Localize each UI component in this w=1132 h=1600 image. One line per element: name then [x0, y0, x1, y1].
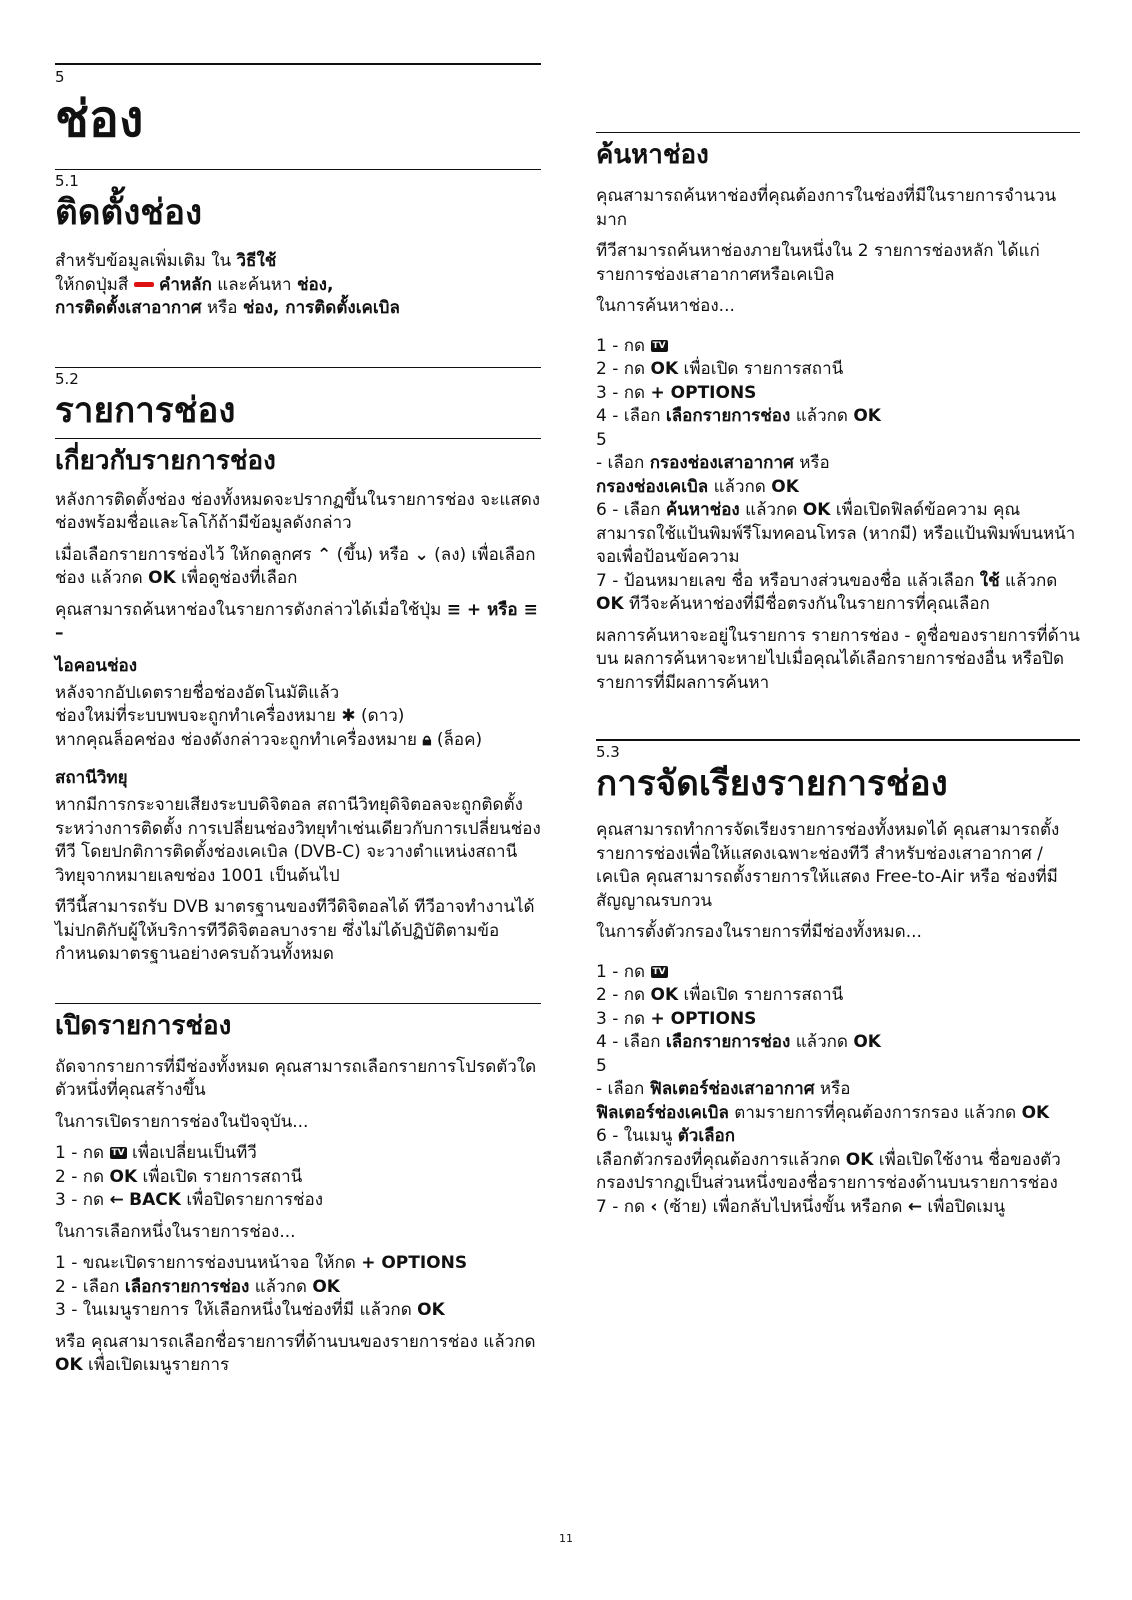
paragraph: ผลการค้นหาจะอยู่ในรายการ รายการช่อง - ดูชื่อของรายการที่ด้านบน ผลการค้นหาจะหายไปเมื่อคุณได้เลือกรายการช่องอื่น หรือปิดรายการที่มีผลการค้นหา: [596, 625, 1080, 693]
section-title: รายการช่อง: [55, 390, 236, 431]
back-arrow-icon: ←: [109, 1190, 124, 1210]
heading-channel-icons: ไอคอนช่อง: [55, 655, 138, 676]
lock-icon: 🔒︎: [422, 729, 432, 750]
chapter-rule: [55, 63, 541, 65]
paragraph: คุณสามารถค้นหาช่องที่คุณต้องการในช่องที่มีในรายการจำนวนมาก: [596, 186, 1057, 230]
paragraph: ทีวีสามารถค้นหาช่องภายในหนึ่งใน 2 รายการช่องหลัก ได้แก่ รายการช่องเสาอากาศหรือเคเบิล: [596, 241, 1040, 285]
step: 5: [596, 429, 607, 450]
subsection-rule: [55, 1003, 541, 1004]
subsection-title: เกี่ยวกับรายการช่อง: [55, 445, 276, 476]
install-info: สำหรับข้อมูลเพิ่มเติม ใน วิธีใช้ ให้กดปุ่มสี คำหลัก และค้นหา ช่อง, การติดตั้งเสาอากาศ หรือ ช่อง, การติดตั้งเคเบิล: [55, 251, 400, 318]
section-rule: [55, 367, 541, 368]
step: 1 - ขณะเปิดรายการช่องบนหน้าจอ ให้กด + OPTIONS: [55, 1253, 468, 1273]
paragraph: เมื่อเลือกรายการช่องไว้ ให้กดลูกศร ⌃ (ขึ้น) หรือ ⌄ (ลง) เพื่อเลือกช่อง แล้วกด OK เพื่อดูช่องที่เลือก: [55, 544, 536, 588]
step: 1 - กด TV เพื่อเปลี่ยนเป็นทีวี: [55, 1143, 257, 1163]
section-title: การจัดเรียงรายการช่อง: [596, 764, 948, 804]
step: 3 - ในเมนูรายการ ให้เลือกหนึ่งในช่องที่มี แล้วกด OK: [55, 1300, 445, 1320]
paragraph: หากมีการกระจายเสียงระบบดิจิตอล สถานีวิทยุดิจิตอลจะถูกติดตั้งระหว่างการติดตั้ง การเปลี่ยนช่องวิทยุทำเช่นเดียวกับการเปลี่ยนช่องทีวี โดยปกติการติดตั้งช่องเคเบิล (DVB-C) จะวางตำแหน่งสถานีวิทยุจากหมายเลขช่อง 1001 เป็นต้นไป: [55, 795, 541, 886]
step: 3 - กด ← BACK เพื่อปิดรายการช่อง: [55, 1189, 541, 1213]
section-title: ติดตั้งช่อง: [55, 193, 203, 233]
tv-icon: TV: [652, 340, 666, 351]
step: 4 - เลือก เลือกรายการช่อง แล้วกด OK: [596, 406, 881, 426]
step: 2 - กด OK เพื่อเปิด รายการสถานี: [596, 359, 844, 379]
paragraph: หลังการติดตั้งช่อง ช่องทั้งหมดจะปรากฏขึ้นในรายการช่อง จะแสดงช่องพร้อมชื่อและโลโก้ถ้ามีข้อมูลดังกล่าว: [55, 489, 541, 533]
list-icon: ≡: [523, 599, 538, 620]
step: 3 - กด + OPTIONS: [596, 1008, 757, 1029]
left-column: [55, 0, 541, 1386]
subsection-title: เปิดรายการช่อง: [55, 1010, 232, 1041]
step: กรองช่องเคเบิล แล้วกด OK: [596, 476, 799, 497]
section-rule: [55, 169, 541, 170]
step: 4 - เลือก เลือกรายการช่อง แล้วกด OK: [596, 1032, 881, 1052]
section-rule: [596, 739, 1080, 741]
step: ฟิลเตอร์ช่องเคเบิล ตามรายการที่คุณต้องการกรอง แล้วกด OK: [596, 1102, 1050, 1123]
step: 5: [596, 1055, 607, 1076]
paragraph: ในการค้นหาช่อง...: [596, 296, 735, 316]
step: 3 - กด + OPTIONS: [596, 382, 757, 403]
paragraph: คุณสามารถทำการจัดเรียงรายการช่องทั้งหมดได้ คุณสามารถตั้งรายการช่องเพื่อให้แสดงเฉพาะช่องทีวี สำหรับช่องเสาอากาศ / เคเบิล คุณสามารถตั้งรายการให้แสดง Free-to-Air หรือ ช่องที่มีสัญญาณรบกวน: [596, 820, 1060, 911]
list-icon: ≡: [446, 599, 462, 620]
paragraph: หรือ คุณสามารถเลือกชื่อรายการที่ด้านบนของรายการช่อง แล้วกด OK เพื่อเปิดเมนูรายการ: [55, 1331, 536, 1375]
step: 7 - กด ‹ (ซ้าย) เพื่อกลับไปหนึ่งขั้น หรือกด ← เพื่อปิดเมนู: [596, 1196, 1080, 1220]
paragraph: ถัดจากรายการที่มีช่องทั้งหมด คุณสามารถเลือกรายการโปรดตัวใดตัวหนึ่งที่คุณสร้างขึ้น: [55, 1056, 537, 1100]
arrow-down-icon: ⌄: [414, 544, 429, 565]
star-icon: ✱: [341, 706, 356, 726]
step: 6 - เลือก ค้นหาช่อง แล้วกด OK เพื่อเปิดฟิลด์ข้อความ คุณสามารถใช้แป้นพิมพ์รีโมทคอนโทรล (หากมี) หรือแป้นพิมพ์บนหน้าจอเพื่อป้อนข้อความ: [596, 500, 1076, 567]
step: - เลือก กรองช่องเสาอากาศ หรือ: [596, 453, 830, 473]
subsection-title: ค้นหาช่อง: [596, 140, 709, 170]
chevron-left-icon: ‹: [650, 1196, 658, 1217]
paragraph: หลังจากอัปเดตรายชื่อช่องอัตโนมัติแล้ว ช่องใหม่ที่ระบบพบจะถูกทำเครื่องหมาย ✱ (ดาว) หากคุณล็อคช่อง ช่องดังกล่าวจะถูกทำเครื่องหมาย 🔒︎ (ล็อค): [55, 682, 541, 753]
tv-icon: TV: [111, 1148, 125, 1158]
step: 1 - กด TV: [596, 335, 666, 356]
step: 6 - ในเมนู ตัวเลือก: [596, 1126, 736, 1146]
right-column: [596, 0, 1080, 1219]
section-number: 5.1: [55, 172, 79, 190]
back-arrow-icon: ←: [907, 1196, 923, 1217]
step: 2 - กด OK เพื่อเปิด รายการสถานี: [596, 985, 844, 1005]
paragraph: ทีวีนี้สามารถรับ DVB มาตรฐานของทีวีดิจิตอลได้ ทีวีอาจทำงานได้ไม่ปกติกับผู้ให้บริการทีวีดิจิตอลบางราย ซึ่งไม่ได้ปฏิบัติตามข้อกำหนดมาตรฐานอย่างครบถ้วนทั้งหมด: [55, 897, 535, 964]
paragraph: ในการเลือกหนึ่งในรายการช่อง...: [55, 1221, 296, 1242]
step: - เลือก ฟิลเตอร์ช่องเสาอากาศ หรือ: [596, 1079, 851, 1099]
step: เลือกตัวกรองที่คุณต้องการแล้วกด OK เพื่อเปิดใช้งาน ชื่อของตัวกรองปรากฏเป็นส่วนหนึ่งของชื่อรายการช่องด้านบนรายการช่อง: [596, 1149, 1061, 1193]
subsection-rule: [596, 132, 1080, 133]
help-link[interactable]: วิธีใช้: [236, 251, 277, 271]
paragraph: คุณสามารถค้นหาช่องในรายการดังกล่าวได้เมื่อใช้ปุ่ม ≡ + หรือ ≡ –: [55, 599, 538, 643]
step: 2 - เลือก เลือกรายการช่อง แล้วกด OK: [55, 1276, 340, 1297]
paragraph: ในการเปิดรายการช่องในปัจจุบัน...: [55, 1111, 309, 1132]
chapter-number: 5: [55, 68, 65, 86]
step: 2 - กด OK เพื่อเปิด รายการสถานี: [55, 1166, 303, 1187]
page-number: 11: [559, 1532, 573, 1545]
tv-icon: TV: [652, 966, 666, 977]
section-number: 5.2: [55, 369, 79, 388]
red-color-key-icon: [134, 282, 154, 287]
step: 7 - ป้อนหมายเลข ชื่อ หรือบางส่วนของชื่อ แล้วเลือก ใช้ แล้วกด OK ทีวีจะค้นหาช่องที่มีชื่อตรงกันในรายการที่คุณเลือก: [596, 570, 1058, 614]
subsection-rule: [55, 438, 541, 439]
paragraph: ในการตั้งตัวกรองในรายการที่มีช่องทั้งหมด...: [596, 922, 922, 942]
step: 1 - กด TV: [596, 961, 666, 982]
heading-radio: สถานีวิทยุ: [55, 768, 128, 788]
section-number: 5.3: [596, 743, 620, 761]
chapter-title: ช่อง: [55, 90, 144, 148]
arrow-up-icon: ⌃: [317, 544, 332, 565]
